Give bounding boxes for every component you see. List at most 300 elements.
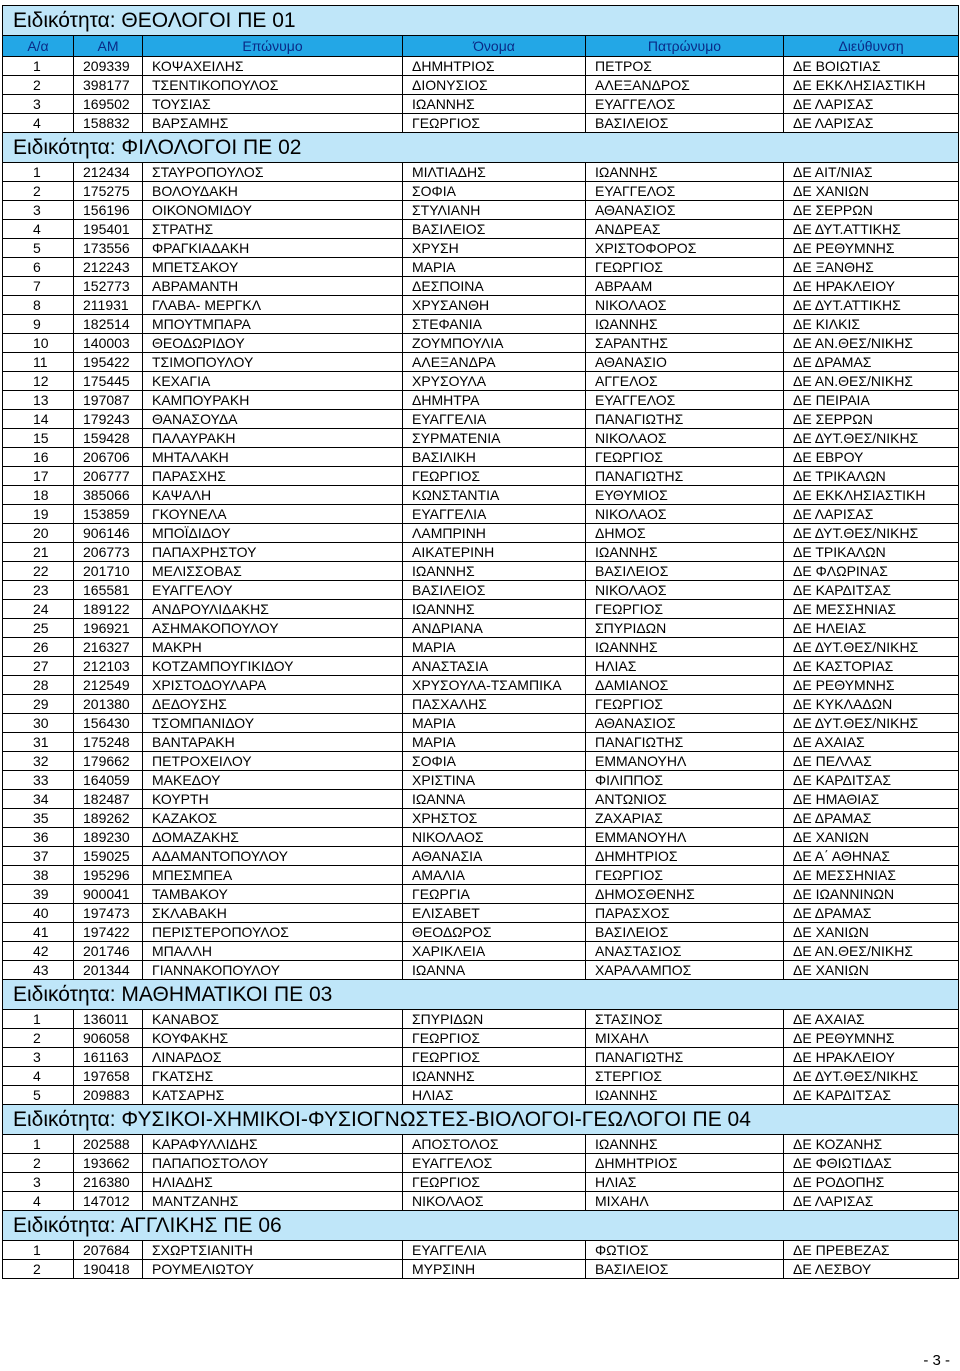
row-number: 33 bbox=[3, 771, 74, 790]
am-cell: 193662 bbox=[74, 1154, 143, 1173]
table-row bbox=[3, 1241, 959, 1260]
am-cell: 182487 bbox=[74, 790, 143, 809]
fathers-name-cell: ΠΑΝΑΓΙΩΤΗΣ bbox=[586, 1048, 784, 1067]
first-name-cell: ΘΕΟΔΩΡΟΣ bbox=[403, 923, 586, 942]
first-name-cell: ΜΑΡΙΑ bbox=[403, 733, 586, 752]
fathers-name-cell: ΓΕΩΡΓΙΟΣ bbox=[586, 600, 784, 619]
address-cell: ΔΕ ΙΩΑΝΝΙΝΩΝ bbox=[784, 885, 959, 904]
fathers-name-cell: ΣΠΥΡΙΔΩΝ bbox=[586, 619, 784, 638]
first-name-cell: ΣΤΕΦΑΝΙΑ bbox=[403, 315, 586, 334]
am-cell: 202588 bbox=[74, 1135, 143, 1154]
row-number: 38 bbox=[3, 866, 74, 885]
fathers-name-cell: ΑΓΓΕΛΟΣ bbox=[586, 372, 784, 391]
address-cell: ΔΕ ΑΙΤ/ΝΙΑΣ bbox=[784, 163, 959, 182]
first-name-cell: ΓΕΩΡΓΙΟΣ bbox=[403, 114, 586, 133]
fathers-name-cell: ΜΙΧΑΗΛ bbox=[586, 1029, 784, 1048]
fathers-name-cell: ΑΘΑΝΑΣΙΟΣ bbox=[586, 201, 784, 220]
surname-cell: ΤΟΥΣΙΑΣ bbox=[143, 95, 403, 114]
am-cell: 140003 bbox=[74, 334, 143, 353]
am-cell: 179662 bbox=[74, 752, 143, 771]
table-row bbox=[3, 524, 959, 543]
row-number: 37 bbox=[3, 847, 74, 866]
section-title: Ειδικότητα: ΘΕΟΛΟΓΟΙ ΠΕ 01 bbox=[3, 6, 959, 36]
row-number: 15 bbox=[3, 429, 74, 448]
am-cell: 385066 bbox=[74, 486, 143, 505]
row-number: 25 bbox=[3, 619, 74, 638]
table-row bbox=[3, 182, 959, 201]
table-row bbox=[3, 752, 959, 771]
fathers-name-cell: ΝΙΚΟΛΑΟΣ bbox=[586, 581, 784, 600]
first-name-cell: ΓΕΩΡΓΙΟΣ bbox=[403, 1173, 586, 1192]
first-name-cell: ΙΩΑΝΝΗΣ bbox=[403, 1067, 586, 1086]
table-row bbox=[3, 1010, 959, 1029]
first-name-cell: ΧΡΙΣΤΙΝΑ bbox=[403, 771, 586, 790]
fathers-name-cell: ΠΑΝΑΓΙΩΤΗΣ bbox=[586, 467, 784, 486]
first-name-cell: ΓΕΩΡΓΙΑ bbox=[403, 885, 586, 904]
first-name-cell: ΙΩΑΝΝΑ bbox=[403, 790, 586, 809]
am-cell: 398177 bbox=[74, 76, 143, 95]
fathers-name-cell: ΠΑΝΑΓΙΩΤΗΣ bbox=[586, 410, 784, 429]
address-cell: ΔΕ Α΄ ΑΘΗΝΑΣ bbox=[784, 847, 959, 866]
fathers-name-cell: ΙΩΑΝΝΗΣ bbox=[586, 315, 784, 334]
am-cell: 201344 bbox=[74, 961, 143, 980]
address-cell: ΔΕ ΔΥΤ.ΑΤΤΙΚΗΣ bbox=[784, 296, 959, 315]
address-cell: ΔΕ ΔΡΑΜΑΣ bbox=[784, 809, 959, 828]
address-cell: ΔΕ ΑΧΑΙΑΣ bbox=[784, 1010, 959, 1029]
address-cell: ΔΕ ΡΕΘΥΜΝΗΣ bbox=[784, 676, 959, 695]
first-name-cell: ΚΩΝΣΤΑΝΤΙΑ bbox=[403, 486, 586, 505]
fathers-name-cell: ΦΙΛΙΠΠΟΣ bbox=[586, 771, 784, 790]
row-number: 3 bbox=[3, 201, 74, 220]
first-name-cell: ΓΕΩΡΓΙΟΣ bbox=[403, 467, 586, 486]
address-cell: ΔΕ ΚΑΡΔΙΤΣΑΣ bbox=[784, 771, 959, 790]
surname-cell: ΠΕΤΡΟΧΕΙΛΟΥ bbox=[143, 752, 403, 771]
first-name-cell: ΑΝΔΡΙΑΝΑ bbox=[403, 619, 586, 638]
surname-cell: ΚΑΝΑΒΟΣ bbox=[143, 1010, 403, 1029]
fathers-name-cell: ΓΕΩΡΓΙΟΣ bbox=[586, 448, 784, 467]
am-cell: 173556 bbox=[74, 239, 143, 258]
table-row bbox=[3, 600, 959, 619]
first-name-cell: ΖΟΥΜΠΟΥΛΙΑ bbox=[403, 334, 586, 353]
surname-cell: ΣΧΩΡΤΣΙΑΝΙΤΗ bbox=[143, 1241, 403, 1260]
row-number: 8 bbox=[3, 296, 74, 315]
address-cell: ΔΕ ΧΑΝΙΩΝ bbox=[784, 961, 959, 980]
surname-cell: ΜΑΚΡΗ bbox=[143, 638, 403, 657]
row-number: 2 bbox=[3, 1260, 74, 1279]
surname-cell: ΚΑΡΑΦΥΛΛΙΔΗΣ bbox=[143, 1135, 403, 1154]
surname-cell: ΜΑΝΤΖΑΝΗΣ bbox=[143, 1192, 403, 1211]
address-cell: ΔΕ ΗΛΕΙΑΣ bbox=[784, 619, 959, 638]
first-name-cell: ΝΙΚΟΛΑΟΣ bbox=[403, 1192, 586, 1211]
address-cell: ΔΕ ΔΥΤ.ΘΕΣ/ΝΙΚΗΣ bbox=[784, 638, 959, 657]
table-row bbox=[3, 353, 959, 372]
table-row bbox=[3, 429, 959, 448]
row-number: 1 bbox=[3, 1241, 74, 1260]
row-number: 3 bbox=[3, 1173, 74, 1192]
row-number: 23 bbox=[3, 581, 74, 600]
surname-cell: ΚΟΨΑΧΕΙΛΗΣ bbox=[143, 57, 403, 76]
am-cell: 164059 bbox=[74, 771, 143, 790]
table-row bbox=[3, 1086, 959, 1105]
surname-cell: ΜΠΕΣΜΠΕΑ bbox=[143, 866, 403, 885]
am-cell: 182514 bbox=[74, 315, 143, 334]
am-cell: 209883 bbox=[74, 1086, 143, 1105]
am-cell: 153859 bbox=[74, 505, 143, 524]
row-number: 40 bbox=[3, 904, 74, 923]
first-name-cell: ΧΡΥΣΗ bbox=[403, 239, 586, 258]
table-row bbox=[3, 847, 959, 866]
section-title: Ειδικότητα: ΑΓΓΛΙΚΗΣ ΠΕ 06 bbox=[3, 1211, 959, 1241]
row-number: 5 bbox=[3, 239, 74, 258]
table-row bbox=[3, 885, 959, 904]
am-cell: 906146 bbox=[74, 524, 143, 543]
surname-cell: ΚΟΥΦΑΚΗΣ bbox=[143, 1029, 403, 1048]
surname-cell: ΤΣΙΜΟΠΟΥΛΟΥ bbox=[143, 353, 403, 372]
first-name-cell: ΔΗΜΗΤΡΙΟΣ bbox=[403, 57, 586, 76]
row-number: 9 bbox=[3, 315, 74, 334]
table-row bbox=[3, 1260, 959, 1279]
fathers-name-cell: ΠΕΤΡΟΣ bbox=[586, 57, 784, 76]
address-cell: ΔΕ ΗΡΑΚΛΕΙΟΥ bbox=[784, 277, 959, 296]
am-cell: 195422 bbox=[74, 353, 143, 372]
fathers-name-cell: ΔΗΜΟΣ bbox=[586, 524, 784, 543]
fathers-name-cell: ΕΥΑΓΓΕΛΟΣ bbox=[586, 95, 784, 114]
address-cell: ΔΕ ΚΟΖΑΝΗΣ bbox=[784, 1135, 959, 1154]
address-cell: ΔΕ ΧΑΝΙΩΝ bbox=[784, 923, 959, 942]
table-row bbox=[3, 239, 959, 258]
section-title: Ειδικότητα: ΜΑΘΗΜΑΤΙΚΟΙ ΠΕ 03 bbox=[3, 980, 959, 1010]
surname-cell: ΑΝΔΡΟΥΛΙΔΑΚΗΣ bbox=[143, 600, 403, 619]
am-cell: 175275 bbox=[74, 182, 143, 201]
row-number: 35 bbox=[3, 809, 74, 828]
surname-cell: ΡΟΥΜΕΛΙΩΤΟΥ bbox=[143, 1260, 403, 1279]
surname-cell: ΓΙΑΝΝΑΚΟΠΟΥΛΟΥ bbox=[143, 961, 403, 980]
first-name-cell: ΛΑΜΠΡΙΝΗ bbox=[403, 524, 586, 543]
address-cell: ΔΕ ΔΥΤ.ΘΕΣ/ΝΙΚΗΣ bbox=[784, 714, 959, 733]
row-number: 39 bbox=[3, 885, 74, 904]
fathers-name-cell: ΙΩΑΝΝΗΣ bbox=[586, 638, 784, 657]
surname-cell: ΜΕΛΙΣΣΟΒΑΣ bbox=[143, 562, 403, 581]
am-cell: 195296 bbox=[74, 866, 143, 885]
row-number: 36 bbox=[3, 828, 74, 847]
table-row bbox=[3, 315, 959, 334]
row-number: 3 bbox=[3, 1048, 74, 1067]
section-title-row bbox=[3, 980, 959, 1010]
surname-cell: ΜΠΑΛΛΗ bbox=[143, 942, 403, 961]
address-cell: ΔΕ ΠΕΛΛΑΣ bbox=[784, 752, 959, 771]
row-number: 1 bbox=[3, 163, 74, 182]
am-cell: 212243 bbox=[74, 258, 143, 277]
first-name-cell: ΕΥΑΓΓΕΛΙΑ bbox=[403, 1241, 586, 1260]
am-cell: 197422 bbox=[74, 923, 143, 942]
address-cell: ΔΕ ΤΡΙΚΑΛΩΝ bbox=[784, 543, 959, 562]
first-name-cell: ΧΡΥΣΑΝΘΗ bbox=[403, 296, 586, 315]
address-cell: ΔΕ ΒΟΙΩΤΙΑΣ bbox=[784, 57, 959, 76]
first-name-cell: ΕΥΑΓΓΕΛΙΑ bbox=[403, 410, 586, 429]
roster-table bbox=[2, 5, 959, 1279]
section-title-row bbox=[3, 133, 959, 163]
surname-cell: ΜΠΕΤΣΑΚΟΥ bbox=[143, 258, 403, 277]
fathers-name-cell: ΝΙΚΟΛΑΟΣ bbox=[586, 505, 784, 524]
first-name-cell: ΜΥΡΣΙΝΗ bbox=[403, 1260, 586, 1279]
address-cell: ΔΕ ΚΑΡΔΙΤΣΑΣ bbox=[784, 581, 959, 600]
first-name-cell: ΠΑΣΧΑΛΗΣ bbox=[403, 695, 586, 714]
address-cell: ΔΕ ΚΥΚΛΑΔΩΝ bbox=[784, 695, 959, 714]
row-number: 1 bbox=[3, 57, 74, 76]
surname-cell: ΜΑΚΕΔΟΥ bbox=[143, 771, 403, 790]
am-cell: 169502 bbox=[74, 95, 143, 114]
fathers-name-cell: ΧΑΡΑΛΑΜΠΟΣ bbox=[586, 961, 784, 980]
surname-cell: ΓΚΑΤΣΗΣ bbox=[143, 1067, 403, 1086]
first-name-cell: ΔΙΟΝΥΣΙΟΣ bbox=[403, 76, 586, 95]
table-row bbox=[3, 543, 959, 562]
am-cell: 175445 bbox=[74, 372, 143, 391]
fathers-name-cell: ΙΩΑΝΝΗΣ bbox=[586, 163, 784, 182]
row-number: 29 bbox=[3, 695, 74, 714]
fathers-name-cell: ΑΝΑΣΤΑΣΙΟΣ bbox=[586, 942, 784, 961]
table-row bbox=[3, 942, 959, 961]
row-number: 21 bbox=[3, 543, 74, 562]
address-cell: ΔΕ ΛΑΡΙΣΑΣ bbox=[784, 95, 959, 114]
column-header: Πατρώνυμο bbox=[586, 36, 784, 57]
row-number: 26 bbox=[3, 638, 74, 657]
surname-cell: ΒΑΡΣΑΜΗΣ bbox=[143, 114, 403, 133]
fathers-name-cell: ΕΥΘΥΜΙΟΣ bbox=[586, 486, 784, 505]
row-number: 7 bbox=[3, 277, 74, 296]
row-number: 34 bbox=[3, 790, 74, 809]
row-number: 20 bbox=[3, 524, 74, 543]
row-number: 42 bbox=[3, 942, 74, 961]
first-name-cell: ΑΝΑΣΤΑΣΙΑ bbox=[403, 657, 586, 676]
table-row bbox=[3, 114, 959, 133]
row-number: 27 bbox=[3, 657, 74, 676]
table-row bbox=[3, 714, 959, 733]
table-row bbox=[3, 581, 959, 600]
am-cell: 212434 bbox=[74, 163, 143, 182]
surname-cell: ΣΚΛΑΒΑΚΗ bbox=[143, 904, 403, 923]
column-header: ΑΜ bbox=[74, 36, 143, 57]
row-number: 31 bbox=[3, 733, 74, 752]
am-cell: 207684 bbox=[74, 1241, 143, 1260]
address-cell: ΔΕ ΧΑΝΙΩΝ bbox=[784, 828, 959, 847]
row-number: 16 bbox=[3, 448, 74, 467]
fathers-name-cell: ΒΑΣΙΛΕΙΟΣ bbox=[586, 923, 784, 942]
section-title: Ειδικότητα: ΦΙΛΟΛΟΓΟΙ ΠΕ 02 bbox=[3, 133, 959, 163]
address-cell: ΔΕ ΕΚΚΛΗΣΙΑΣΤΙΚΗ bbox=[784, 76, 959, 95]
am-cell: 190418 bbox=[74, 1260, 143, 1279]
table-row bbox=[3, 657, 959, 676]
am-cell: 197473 bbox=[74, 904, 143, 923]
surname-cell: ΒΟΛΟΥΔΑΚΗ bbox=[143, 182, 403, 201]
row-number: 4 bbox=[3, 114, 74, 133]
first-name-cell: ΣΠΥΡΙΔΩΝ bbox=[403, 1010, 586, 1029]
first-name-cell: ΣΥΡΜΑΤΕΝΙΑ bbox=[403, 429, 586, 448]
section-title-row bbox=[3, 6, 959, 36]
row-number: 22 bbox=[3, 562, 74, 581]
row-number: 13 bbox=[3, 391, 74, 410]
column-header: Επώνυμο bbox=[143, 36, 403, 57]
am-cell: 196921 bbox=[74, 619, 143, 638]
address-cell: ΔΕ ΤΡΙΚΑΛΩΝ bbox=[784, 467, 959, 486]
fathers-name-cell: ΔΑΜΙΑΝΟΣ bbox=[586, 676, 784, 695]
table-row bbox=[3, 790, 959, 809]
first-name-cell: ΙΩΑΝΝΗΣ bbox=[403, 95, 586, 114]
am-cell: 201380 bbox=[74, 695, 143, 714]
first-name-cell: ΕΥΑΓΓΕΛΙΑ bbox=[403, 505, 586, 524]
table-row bbox=[3, 562, 959, 581]
table-row bbox=[3, 676, 959, 695]
fathers-name-cell: ΑΝΤΩΝΙΟΣ bbox=[586, 790, 784, 809]
fathers-name-cell: ΦΩΤΙΟΣ bbox=[586, 1241, 784, 1260]
row-number: 6 bbox=[3, 258, 74, 277]
am-cell: 216380 bbox=[74, 1173, 143, 1192]
table-row bbox=[3, 201, 959, 220]
surname-cell: ΤΑΜΒΑΚΟΥ bbox=[143, 885, 403, 904]
first-name-cell: ΓΕΩΡΓΙΟΣ bbox=[403, 1048, 586, 1067]
table-row bbox=[3, 163, 959, 182]
surname-cell: ΓΛΑΒΑ- ΜΕΡΓΚΛ bbox=[143, 296, 403, 315]
am-cell: 206777 bbox=[74, 467, 143, 486]
column-header: Διεύθυνση bbox=[784, 36, 959, 57]
fathers-name-cell: ΖΑΧΑΡΙΑΣ bbox=[586, 809, 784, 828]
fathers-name-cell: ΕΜΜΑΝΟΥΗΛ bbox=[586, 828, 784, 847]
table-row bbox=[3, 695, 959, 714]
row-number: 2 bbox=[3, 182, 74, 201]
am-cell: 158832 bbox=[74, 114, 143, 133]
address-cell: ΔΕ ΑΝ.ΘΕΣ/ΝΙΚΗΣ bbox=[784, 372, 959, 391]
first-name-cell: ΜΙΛΤΙΑΔΗΣ bbox=[403, 163, 586, 182]
am-cell: 212103 bbox=[74, 657, 143, 676]
row-number: 14 bbox=[3, 410, 74, 429]
table-row bbox=[3, 1135, 959, 1154]
surname-cell: ΗΛΙΑΔΗΣ bbox=[143, 1173, 403, 1192]
address-cell: ΔΕ ΛΑΡΙΣΑΣ bbox=[784, 505, 959, 524]
surname-cell: ΚΑΜΠΟΥΡΑΚΗ bbox=[143, 391, 403, 410]
surname-cell: ΣΤΡΑΤΗΣ bbox=[143, 220, 403, 239]
address-cell: ΔΕ ΔΥΤ.ΘΕΣ/ΝΙΚΗΣ bbox=[784, 524, 959, 543]
table-row bbox=[3, 334, 959, 353]
row-number: 18 bbox=[3, 486, 74, 505]
am-cell: 159428 bbox=[74, 429, 143, 448]
surname-cell: ΘΕΟΔΩΡΙΔΟΥ bbox=[143, 334, 403, 353]
row-number: 3 bbox=[3, 95, 74, 114]
fathers-name-cell: ΓΕΩΡΓΙΟΣ bbox=[586, 695, 784, 714]
fathers-name-cell: ΔΗΜΗΤΡΙΟΣ bbox=[586, 1154, 784, 1173]
table-row bbox=[3, 258, 959, 277]
surname-cell: ΜΗΤΑΛΑΚΗ bbox=[143, 448, 403, 467]
am-cell: 197658 bbox=[74, 1067, 143, 1086]
am-cell: 211931 bbox=[74, 296, 143, 315]
address-cell: ΔΕ ΡΕΘΥΜΝΗΣ bbox=[784, 239, 959, 258]
row-number: 32 bbox=[3, 752, 74, 771]
address-cell: ΔΕ ΦΘΙΩΤΙΔΑΣ bbox=[784, 1154, 959, 1173]
first-name-cell: ΗΛΙΑΣ bbox=[403, 1086, 586, 1105]
fathers-name-cell: ΑΘΑΝΑΣΙΟΣ bbox=[586, 714, 784, 733]
row-number: 28 bbox=[3, 676, 74, 695]
section-title: Ειδικότητα: ΦΥΣΙΚΟΙ-ΧΗΜΙΚΟΙ-ΦΥΣΙΟΓΝΩΣΤΕΣ-ΒΙΟΛΟΓΟΙ-ΓΕΩΛΟΓΟΙ ΠΕ 04 bbox=[3, 1105, 959, 1135]
surname-cell: ΚΑΨΑΛΗ bbox=[143, 486, 403, 505]
am-cell: 201746 bbox=[74, 942, 143, 961]
address-cell: ΔΕ ΡΟΔΟΠΗΣ bbox=[784, 1173, 959, 1192]
address-cell: ΔΕ ΧΑΝΙΩΝ bbox=[784, 182, 959, 201]
first-name-cell: ΧΡΗΣΤΟΣ bbox=[403, 809, 586, 828]
row-number: 17 bbox=[3, 467, 74, 486]
table-row bbox=[3, 486, 959, 505]
row-number: 41 bbox=[3, 923, 74, 942]
am-cell: 161163 bbox=[74, 1048, 143, 1067]
table-row bbox=[3, 296, 959, 315]
table-row bbox=[3, 828, 959, 847]
address-cell: ΔΕ ΜΕΣΣΗΝΙΑΣ bbox=[784, 866, 959, 885]
row-number: 1 bbox=[3, 1010, 74, 1029]
table-row bbox=[3, 372, 959, 391]
surname-cell: ΟΙΚΟΝΟΜΙΔΟΥ bbox=[143, 201, 403, 220]
surname-cell: ΑΣΗΜΑΚΟΠΟΥΛΟΥ bbox=[143, 619, 403, 638]
table-row bbox=[3, 95, 959, 114]
address-cell: ΔΕ ΑΝ.ΘΕΣ/ΝΙΚΗΣ bbox=[784, 942, 959, 961]
first-name-cell: ΜΑΡΙΑ bbox=[403, 714, 586, 733]
first-name-cell: ΝΙΚΟΛΑΟΣ bbox=[403, 828, 586, 847]
first-name-cell: ΕΥΑΓΓΕΛΟΣ bbox=[403, 1154, 586, 1173]
table-row bbox=[3, 771, 959, 790]
address-cell: ΔΕ ΜΕΣΣΗΝΙΑΣ bbox=[784, 600, 959, 619]
first-name-cell: ΒΑΣΙΛΕΙΟΣ bbox=[403, 581, 586, 600]
surname-cell: ΚΟΥΡΤΗ bbox=[143, 790, 403, 809]
surname-cell: ΚΑΖΑΚΟΣ bbox=[143, 809, 403, 828]
surname-cell: ΦΡΑΓΚΙΑΔΑΚΗ bbox=[143, 239, 403, 258]
surname-cell: ΤΣΟΜΠΑΝΙΔΟΥ bbox=[143, 714, 403, 733]
address-cell: ΔΕ ΛΑΡΙΣΑΣ bbox=[784, 1192, 959, 1211]
table-row bbox=[3, 619, 959, 638]
row-number: 4 bbox=[3, 1192, 74, 1211]
am-cell: 156430 bbox=[74, 714, 143, 733]
table-row bbox=[3, 1154, 959, 1173]
surname-cell: ΣΤΑΥΡΟΠΟΥΛΟΣ bbox=[143, 163, 403, 182]
first-name-cell: ΧΡΥΣΟΥΛΑ-ΤΣΑΜΠΙΚΑ bbox=[403, 676, 586, 695]
address-cell: ΔΕ ΛΕΣΒΟΥ bbox=[784, 1260, 959, 1279]
am-cell: 206773 bbox=[74, 543, 143, 562]
first-name-cell: ΙΩΑΝΝΗΣ bbox=[403, 562, 586, 581]
fathers-name-cell: ΜΙΧΑΗΛ bbox=[586, 1192, 784, 1211]
am-cell: 206706 bbox=[74, 448, 143, 467]
fathers-name-cell: ΙΩΑΝΝΗΣ bbox=[586, 1135, 784, 1154]
address-cell: ΔΕ ΠΕΙΡΑΙΑ bbox=[784, 391, 959, 410]
row-number: 10 bbox=[3, 334, 74, 353]
address-cell: ΔΕ ΑΝ.ΘΕΣ/ΝΙΚΗΣ bbox=[784, 334, 959, 353]
fathers-name-cell: ΑΘΑΝΑΣΙΟ bbox=[586, 353, 784, 372]
first-name-cell: ΑΠΟΣΤΟΛΟΣ bbox=[403, 1135, 586, 1154]
first-name-cell: ΜΑΡΙΑ bbox=[403, 258, 586, 277]
roster-body bbox=[3, 6, 959, 1279]
surname-cell: ΚΟΤΖΑΜΠΟΥΓΙΚΙΔΟΥ bbox=[143, 657, 403, 676]
row-number: 4 bbox=[3, 220, 74, 239]
table-row bbox=[3, 448, 959, 467]
address-cell: ΔΕ ΗΜΑΘΙΑΣ bbox=[784, 790, 959, 809]
surname-cell: ΤΣΕΝΤΙΚΟΠΟΥΛΟΣ bbox=[143, 76, 403, 95]
table-row bbox=[3, 1029, 959, 1048]
am-cell: 197087 bbox=[74, 391, 143, 410]
first-name-cell: ΣΟΦΙΑ bbox=[403, 182, 586, 201]
table-row bbox=[3, 505, 959, 524]
column-header: Α/α bbox=[3, 36, 74, 57]
table-row bbox=[3, 220, 959, 239]
fathers-name-cell: ΙΩΑΝΝΗΣ bbox=[586, 1086, 784, 1105]
table-row bbox=[3, 1192, 959, 1211]
address-cell: ΔΕ ΞΑΝΘΗΣ bbox=[784, 258, 959, 277]
am-cell: 212549 bbox=[74, 676, 143, 695]
surname-cell: ΠΕΡΙΣΤΕΡΟΠΟΥΛΟΣ bbox=[143, 923, 403, 942]
first-name-cell: ΒΑΣΙΛΙΚΗ bbox=[403, 448, 586, 467]
